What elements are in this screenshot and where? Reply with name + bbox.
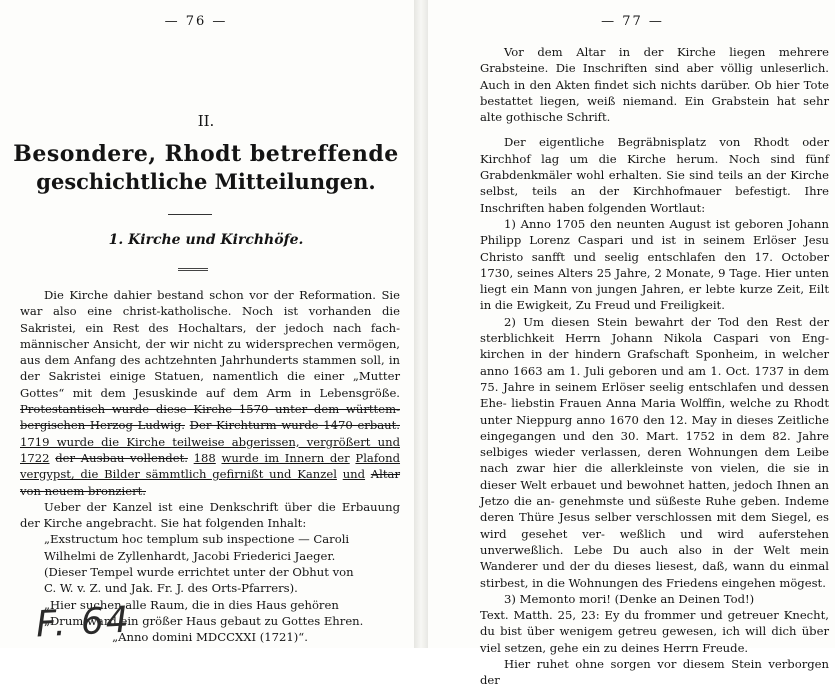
struck-text: Altar von neuem bronziert. <box>20 467 400 498</box>
underlined-text: 1719 wurde die Kirche teilweise abgerissen, vergrößert und <box>20 434 400 449</box>
text-line: in der Sakristei einige Statuen, namentlich die einer „Mutter <box>20 353 400 384</box>
paragraph-cemetery <box>480 134 829 215</box>
text-line: liebstin Frauen Anna Maria Wolffin, welche zu Rhodt <box>511 396 830 411</box>
text-line: Text. Matth. 25, 23: Ey du frommer und getreuer Knecht, <box>480 608 829 623</box>
inscription-3 <box>480 607 829 656</box>
section-title: 1. Kirche und Kirchhöfe. <box>108 232 304 248</box>
left-body-text <box>20 287 400 646</box>
text-line: du bist über wenigem getreu gewesen, ich will dich über viel <box>480 624 829 655</box>
text-line: 1663 am 1. Juli geboren und am 1. Oct. 1737 in dem <box>513 363 830 378</box>
text-line: „Exstructum hoc templum sub inspectione — Caroli <box>44 532 350 547</box>
left-page-number: — 76 — <box>164 14 228 29</box>
translation-note <box>20 564 400 597</box>
paragraph-gravestones <box>480 44 829 125</box>
text-line: 1) Anno 1705 den neunten August ist geboren Johann <box>504 216 829 231</box>
right-page-number: — 77 — <box>601 14 664 29</box>
text-line: Der eigentliche Begräbnisplatz von Rhodt oder Kirchhof <box>480 135 829 166</box>
right-body-text <box>480 44 829 689</box>
text-line: die Ewigkeit, Zu Freud und Freiligkeit. <box>494 298 725 313</box>
text-line: also in der Welt mein Wanderer und der du dieses liesest, <box>480 542 829 574</box>
text-line: männischer Ansicht, der wir nicht zu widersprechen vermögen, <box>20 336 400 351</box>
chapter-title <box>0 140 412 196</box>
inscription-2 <box>480 314 829 591</box>
text-line: Sakristei, ein Rest des Hochaltars, der jedoch nach fach- <box>20 320 400 335</box>
paragraph-church-history <box>20 287 400 499</box>
anno-line: „Anno domini MDCCXXI (1721)“. <box>112 630 308 645</box>
text-line: weßlich und wird auferstehen unverweßlich. Lebe Du auch <box>480 526 830 557</box>
underlined-text: 1722 <box>20 450 50 465</box>
text-line: 2) Um diesen Stein bewahrt der Tod den Rest der <box>504 314 829 329</box>
text-line: eingegangen und den 30. Mart. 1752 in dem 82. Jahre <box>480 428 829 443</box>
text-line: unter Nieppurg anno 1670 den 12. May in dieses Zeitliche <box>480 412 829 427</box>
text-line: der Kirchhofmauer befestigt. Ihre Inschriften haben folgenden <box>480 184 830 215</box>
struck-text: Der Kirchturm wurde 1470 erbaut. <box>189 418 400 433</box>
struck-text: der Ausbau vollendet. <box>55 450 188 465</box>
title-divider <box>168 214 212 215</box>
inscription-3-heading: 3) Memonto mori! (Denke an Deinen Tod!) <box>504 591 755 606</box>
chapter-title-line-2: geschichtliche Mitteilungen. <box>36 169 376 194</box>
text-line: ein Mann von jungen Jahren, er lebte kurze Zeit, Eilt in <box>480 282 830 313</box>
paragraph-inscription-intro <box>20 499 400 532</box>
chapter-title-line-1: Besondere, Rhodt betreffende <box>13 141 399 167</box>
text-line: eingehen mögest. <box>721 575 826 590</box>
text-line: sterblichkeit Herrn Johann Nikola Caspari von Eng- <box>480 331 829 346</box>
text-line: setzen, gehe ein zu deines Herrn Freude. <box>504 640 749 655</box>
text-line: Jesus selber verschlossen mit dem Siegel, es wird gesehet ver- <box>480 510 829 541</box>
text-line: Vor dem Altar in der Kirche liegen mehrere Grabsteine. <box>480 45 829 76</box>
text-line: Die Inschriften sind aber völlig unleserlich. Auch in den Akten <box>480 61 829 92</box>
text-line: seines Alters 25 Jahre, 2 Monate, 9 Tage. Hier unten liegt <box>480 265 830 297</box>
text-line: aus dem Anfang des achtzehnten Jahrhunderts stammen soll, <box>20 353 385 368</box>
text-line: niemand. Ein Grabstein hat sehr alte gothische Schrift. <box>480 93 829 125</box>
text-line: daß, wann du einmal stirbest, in die Wohnungen des Friedens <box>480 559 829 590</box>
text-line: Die Kirche dahier bestand schon vor der Reformation. <box>44 288 376 302</box>
text-line: wohl erhalten. Sie sind teils an der Kirche selbst, teils an <box>480 168 830 199</box>
text-line: genehmste und süßeste Ruhe geben. Indeme deren Thüre <box>480 494 829 525</box>
text-line: 75. Jahre in seinem Erlöser seelig entschlafen und dessen Ehe- <box>480 379 829 411</box>
underlined-text: und <box>342 467 366 482</box>
text-line: (Dieser Tempel wurde errichtet unter der Obhut von <box>44 565 354 580</box>
text-line: Wilhelmi de Zyllenhardt, Jacobi Friederici Jaeger. <box>44 548 336 563</box>
text-line: lag um die Kirche herum. Noch sind fünf Grabdenkmäler <box>480 151 829 183</box>
text-line: Sie war also eine christ-katholische. Noch ist vorhanden die <box>20 288 400 319</box>
text-line: Christo sanfft und seelig entschlafen den 17. October 1730, <box>480 249 829 280</box>
struck-text: Protestantisch wurde diese Kirche 1570 unter dem württem- <box>20 402 400 417</box>
text-line: findet sich nichts darüber. Ob hier Tote bestattet liegen, weiß <box>480 77 829 108</box>
closing-line: Hier ruhet ohne sorgen vor diesem Stein verborgen der <box>480 656 829 688</box>
text-line: C. W. v. Z. und Jak. Fr. J. des Orts-Pfarrers). <box>44 581 298 596</box>
text-line: „Drum ward ein größer Haus gebaut zu Gottes Ehren. <box>44 613 364 628</box>
left-page <box>0 0 412 648</box>
text-line: Gottes“ mit dem Jesuskinde auf dem Arm in Lebensgröße. <box>20 385 400 400</box>
paragraph-gap <box>480 125 829 134</box>
text-line: zwar hier die allerkleinste von vielen, die sie in dieser Welt <box>480 461 829 492</box>
underlined-text: 188 <box>193 450 216 465</box>
text-line: „Hier suchen alle Raum, die in dies Haus gehören <box>44 597 339 612</box>
text-line: Ueber der Kanzel ist eine Denkschrift über die Erbauung <box>44 499 400 514</box>
latin-inscription <box>20 531 400 564</box>
handwritten-note: F. 64 <box>34 599 132 646</box>
underlined-text: wurde im Innern der <box>221 450 350 465</box>
section-divider <box>178 268 208 271</box>
text-line: Wortlaut: <box>650 200 706 215</box>
inscription-1 <box>480 216 829 314</box>
chapter-number: II. <box>197 112 215 130</box>
book-gutter <box>414 0 428 648</box>
text-line: der Kirche angebracht. Sie hat folgenden Inhalt: <box>20 516 307 531</box>
text-line: erbauet und bewohnet hatten, jedoch Ihnen an Jetzo die an- <box>480 477 829 509</box>
text-line: Philipp Lorenz Caspari und ist in seinem Erlöser Jesu <box>480 233 829 248</box>
right-page <box>430 0 835 688</box>
underlined-text: Plafond vergypst, die Bilder sämmtlich gefirnißt und Kanzel <box>20 450 401 482</box>
text-line: selbiges wieder verlassen, deren Wohnungen dem Leibe nach <box>480 445 829 476</box>
text-line: kirchen in der hindern Grafschaft Sponheim, in welcher anno <box>480 347 829 378</box>
struck-text: bergischen Herzog Ludwig. <box>20 418 185 433</box>
